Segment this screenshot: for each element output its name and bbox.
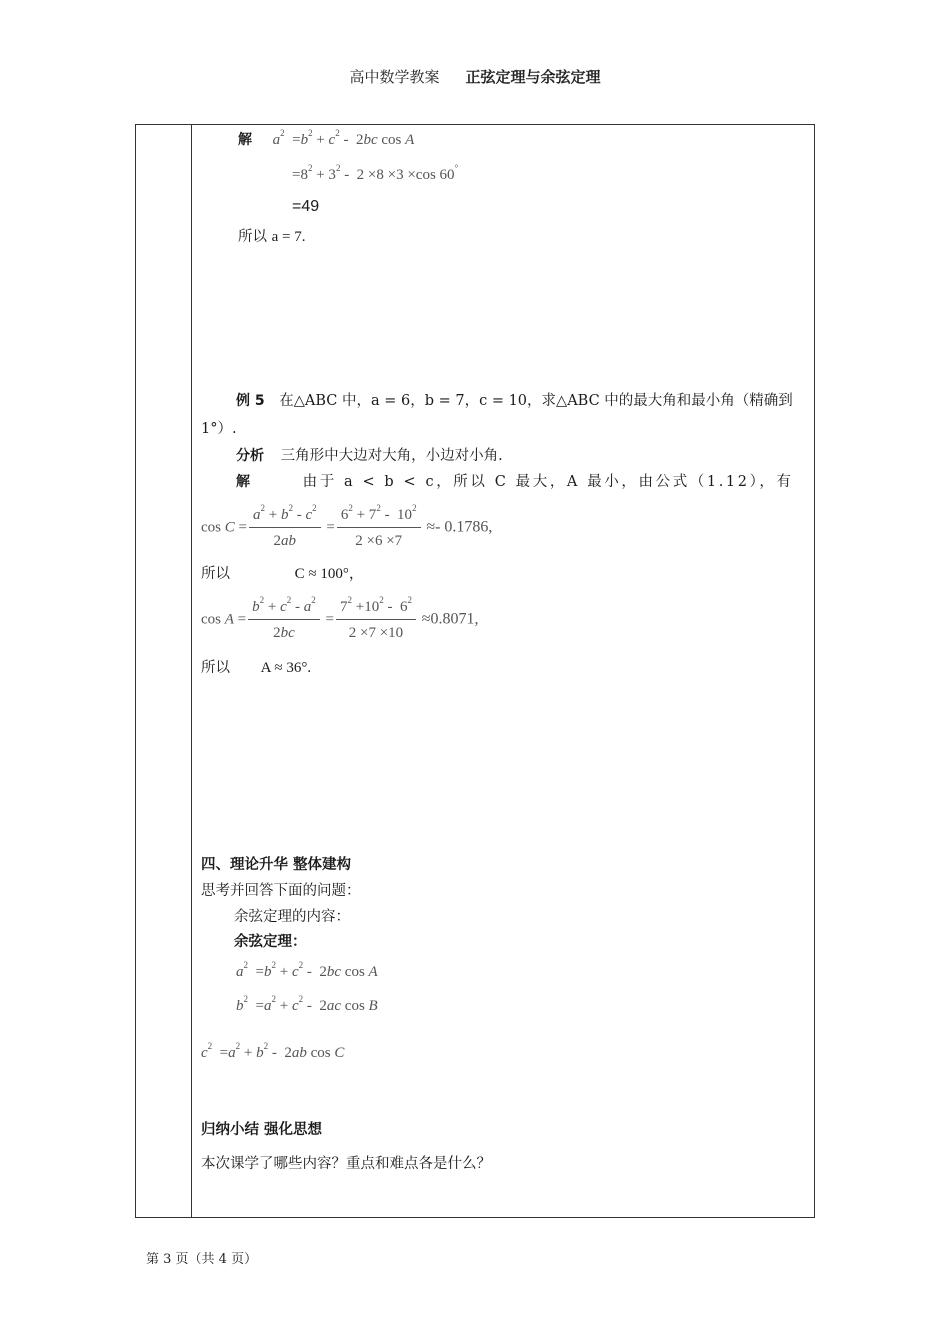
example5-solution-text: 由于 a < b < c，所以 C 最大，A 最小，由公式（1.12），有 [302, 474, 794, 490]
summary-question: 本次课学了哪些内容？重点和难点各是什么？ [201, 1156, 491, 1172]
example5-A-conclusion [201, 658, 311, 678]
example4-solution-label: 解 [238, 132, 252, 148]
example5-analysis-text: 三角形中大边对大角，小边对小角. [280, 448, 503, 464]
example4-equation-1: $a^2 =b^2 + c^2 - 2bc$ cos A [272, 128, 415, 148]
example5-so1: 所以 [201, 566, 230, 582]
cosA-fraction-2: $\frac{7^2 +10^2 - 6^2}{2 \times 7 \times 10}$ [336, 598, 416, 642]
section4-prompt: 思考并回答下面的问题： [201, 883, 361, 899]
example5-C-result: C ≈ 100°， [294, 566, 364, 582]
example5-analysis [236, 446, 503, 466]
example4-equation-2: $=8^2 + 3^2 - 2 \times 8 \times 3 \times\cos$ 60° [292, 163, 459, 183]
page-header [0, 66, 950, 87]
example5-problem-cont: 1°）. [201, 421, 237, 437]
example4-conclusion [238, 227, 305, 247]
cosC-result: ≈- 0.1786, [426, 518, 493, 536]
cosA-fraction-1: $\frac{b^2 + c^2 - a^2}{2bc}$ [248, 598, 320, 642]
example5-problem-text: 在△ABC 中，a = 6，b = 7，c = 10，求△ABC 中的最大角和最小角（精确到 [279, 393, 793, 409]
example5-label: 例 5 [236, 393, 265, 409]
example5-solution [236, 472, 794, 492]
cosine-law-c: $c^2 =a^2 + b^2 - 2ab$ cos C [201, 1041, 345, 1061]
example5-cosC-equation: cos C = $\frac{a^2 + b^2 - c^2}{2ab}$ = $\frac{6^2 + 7^2 - 10^2}{2 \times 6 \times 7}$ ≈- 0.1786, [201, 503, 493, 549]
cosine-law-a: $a^2 =b^2 + c^2 - 2bc$ cos A [236, 960, 378, 980]
cosA-result: ≈0.8071, [421, 610, 479, 628]
example5-A-result: A ≈ 36°. [260, 660, 312, 676]
cosC-fraction-2: $\frac{6^2 + 7^2 - 10^2}{2 \times 6 \times 7}$ [337, 506, 421, 550]
example5-cosA-equation: cos A = $\frac{b^2 + c^2 - a^2}{2bc}$ = $\frac{7^2 +10^2 - 6^2}{2 \times 7 \times 10}$ ≈0.8071, [201, 595, 479, 641]
example4-conclusion-expr: a = 7. [271, 229, 306, 245]
example5-problem [236, 391, 793, 411]
header-topic: 正弦定理与余弦定理 [465, 68, 601, 86]
header-subject: 高中数学教案 [349, 68, 440, 86]
example5-analysis-label: 分析 [236, 448, 264, 464]
cosine-law-b: $b^2 =a^2 + c^2 - 2ac$ cos B [236, 994, 378, 1014]
example5-C-conclusion [201, 564, 364, 584]
cosC-fraction-1: $\frac{a^2 + b^2 - c^2}{2ab}$ [249, 506, 321, 550]
example4-equation-3: =49 [292, 198, 320, 215]
cosine-theorem-label: 余弦定理： [234, 934, 307, 950]
summary-title: 归纳小结 强化思想 [201, 1122, 323, 1138]
lesson-content-cell [192, 125, 814, 1217]
example4-solution-line1 [238, 130, 414, 150]
lesson-table [135, 124, 815, 1218]
example5-so2: 所以 [201, 660, 230, 676]
section4-title: 四、理论升华 整体建构 [201, 857, 352, 873]
example4-conclusion-prefix: 所以 [238, 229, 267, 245]
section4-question: 余弦定理的内容： [234, 909, 350, 925]
example5-solution-label: 解 [236, 474, 250, 490]
page-footer: 第 3 页（共 4 页） [146, 1252, 258, 1267]
